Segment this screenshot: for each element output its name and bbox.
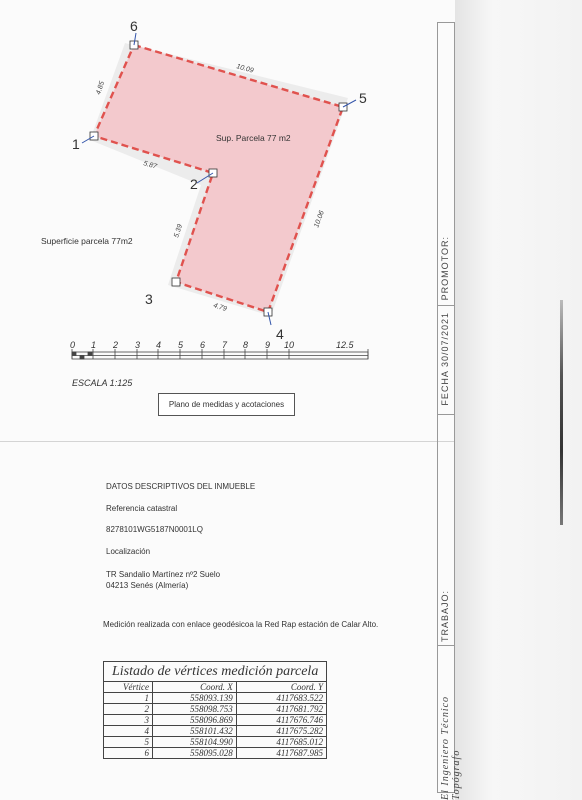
location-line-1: TR Sandalio Martínez nº2 Suelo: [106, 570, 221, 579]
measurement-note: Medición realizada con enlace geodésicoa la Red Rap estación de Calar Alto.: [103, 620, 379, 629]
vertices-table: [103, 661, 327, 759]
table-row: 1 558093.139 4117683.522: [104, 693, 327, 704]
vertex-label-6: 6: [130, 18, 138, 34]
parcel-polygon: [94, 45, 343, 312]
scale-tick-label: 7: [222, 340, 228, 350]
scale-tick-label: 6: [200, 340, 206, 350]
edge-label-5-6: 10.09: [235, 63, 255, 75]
surveyor-signature-label: El Ingeniero Técnico Topógrafo: [440, 695, 462, 800]
location-line-2: 04213 Senés (Almería): [106, 581, 189, 590]
table-row: 4 558101.432 4117675.282: [104, 726, 327, 737]
table-header-y: Coord. Y: [236, 682, 326, 693]
table-row: 3 558096.869 4117676.746: [104, 715, 327, 726]
cadastral-ref-value: 8278101WG5187N0001LQ: [106, 525, 203, 534]
scale-text: ESCALA 1:125: [72, 378, 133, 388]
work-label: TRABAJO:: [440, 590, 450, 643]
edge-label-1-2: 5.87: [142, 160, 158, 171]
vertex-label-2: 2: [190, 176, 198, 192]
table-row: 6 558095.028 4117687.985: [104, 748, 327, 759]
promotor-label: PROMOTOR:: [440, 236, 450, 301]
table-row: 5 558104.990 4117685.012: [104, 737, 327, 748]
description-heading: DATOS DESCRIPTIVOS DEL INMUEBLE: [106, 482, 256, 491]
scale-tick-label: 1: [91, 340, 97, 350]
scale-tick-label: 0: [70, 340, 76, 350]
vertex-label-4: 4: [276, 326, 284, 342]
parcel-area-label: Sup. Parcela 77 m2: [216, 133, 291, 143]
edge-label-6-1: 4.85: [95, 80, 107, 96]
scale-tick-label: 12.5: [336, 340, 354, 350]
scale-tick-label: 4: [156, 340, 162, 350]
table-row: 2 558098.753 4117681.792: [104, 704, 327, 715]
plan-caption: Plano de medidas y acotaciones: [158, 393, 295, 416]
table-header-vertex: Vértice: [104, 682, 153, 693]
surface-label: Superficie parcela 77m2: [41, 236, 133, 246]
edge-label-4-5: 10.06: [313, 209, 326, 229]
scale-tick-label: 9: [265, 340, 271, 350]
vertex-marker-3: [172, 278, 180, 286]
location-label: Localización: [106, 547, 151, 556]
scale-tick-label: 3: [135, 340, 141, 350]
scale-bar: [72, 349, 368, 359]
edge-label-3-4: 4.79: [212, 302, 228, 314]
edge-label-2-3: 5.39: [173, 223, 185, 239]
scale-tick-label: 10: [284, 340, 295, 350]
scale-tick-label: 5: [178, 340, 184, 350]
vertex-label-1: 1: [72, 136, 80, 152]
vertex-label-3: 3: [145, 291, 153, 307]
cadastral-ref-label: Referencia catastral: [106, 504, 178, 513]
scale-tick-label: 8: [243, 340, 249, 350]
scale-tick-label: 2: [113, 340, 119, 350]
vertex-label-5: 5: [359, 90, 367, 106]
table-header-x: Coord. X: [153, 682, 237, 693]
date-label: FECHA 30/07/2021: [440, 312, 450, 406]
table-title: Listado de vértices medición parcela: [104, 662, 327, 682]
